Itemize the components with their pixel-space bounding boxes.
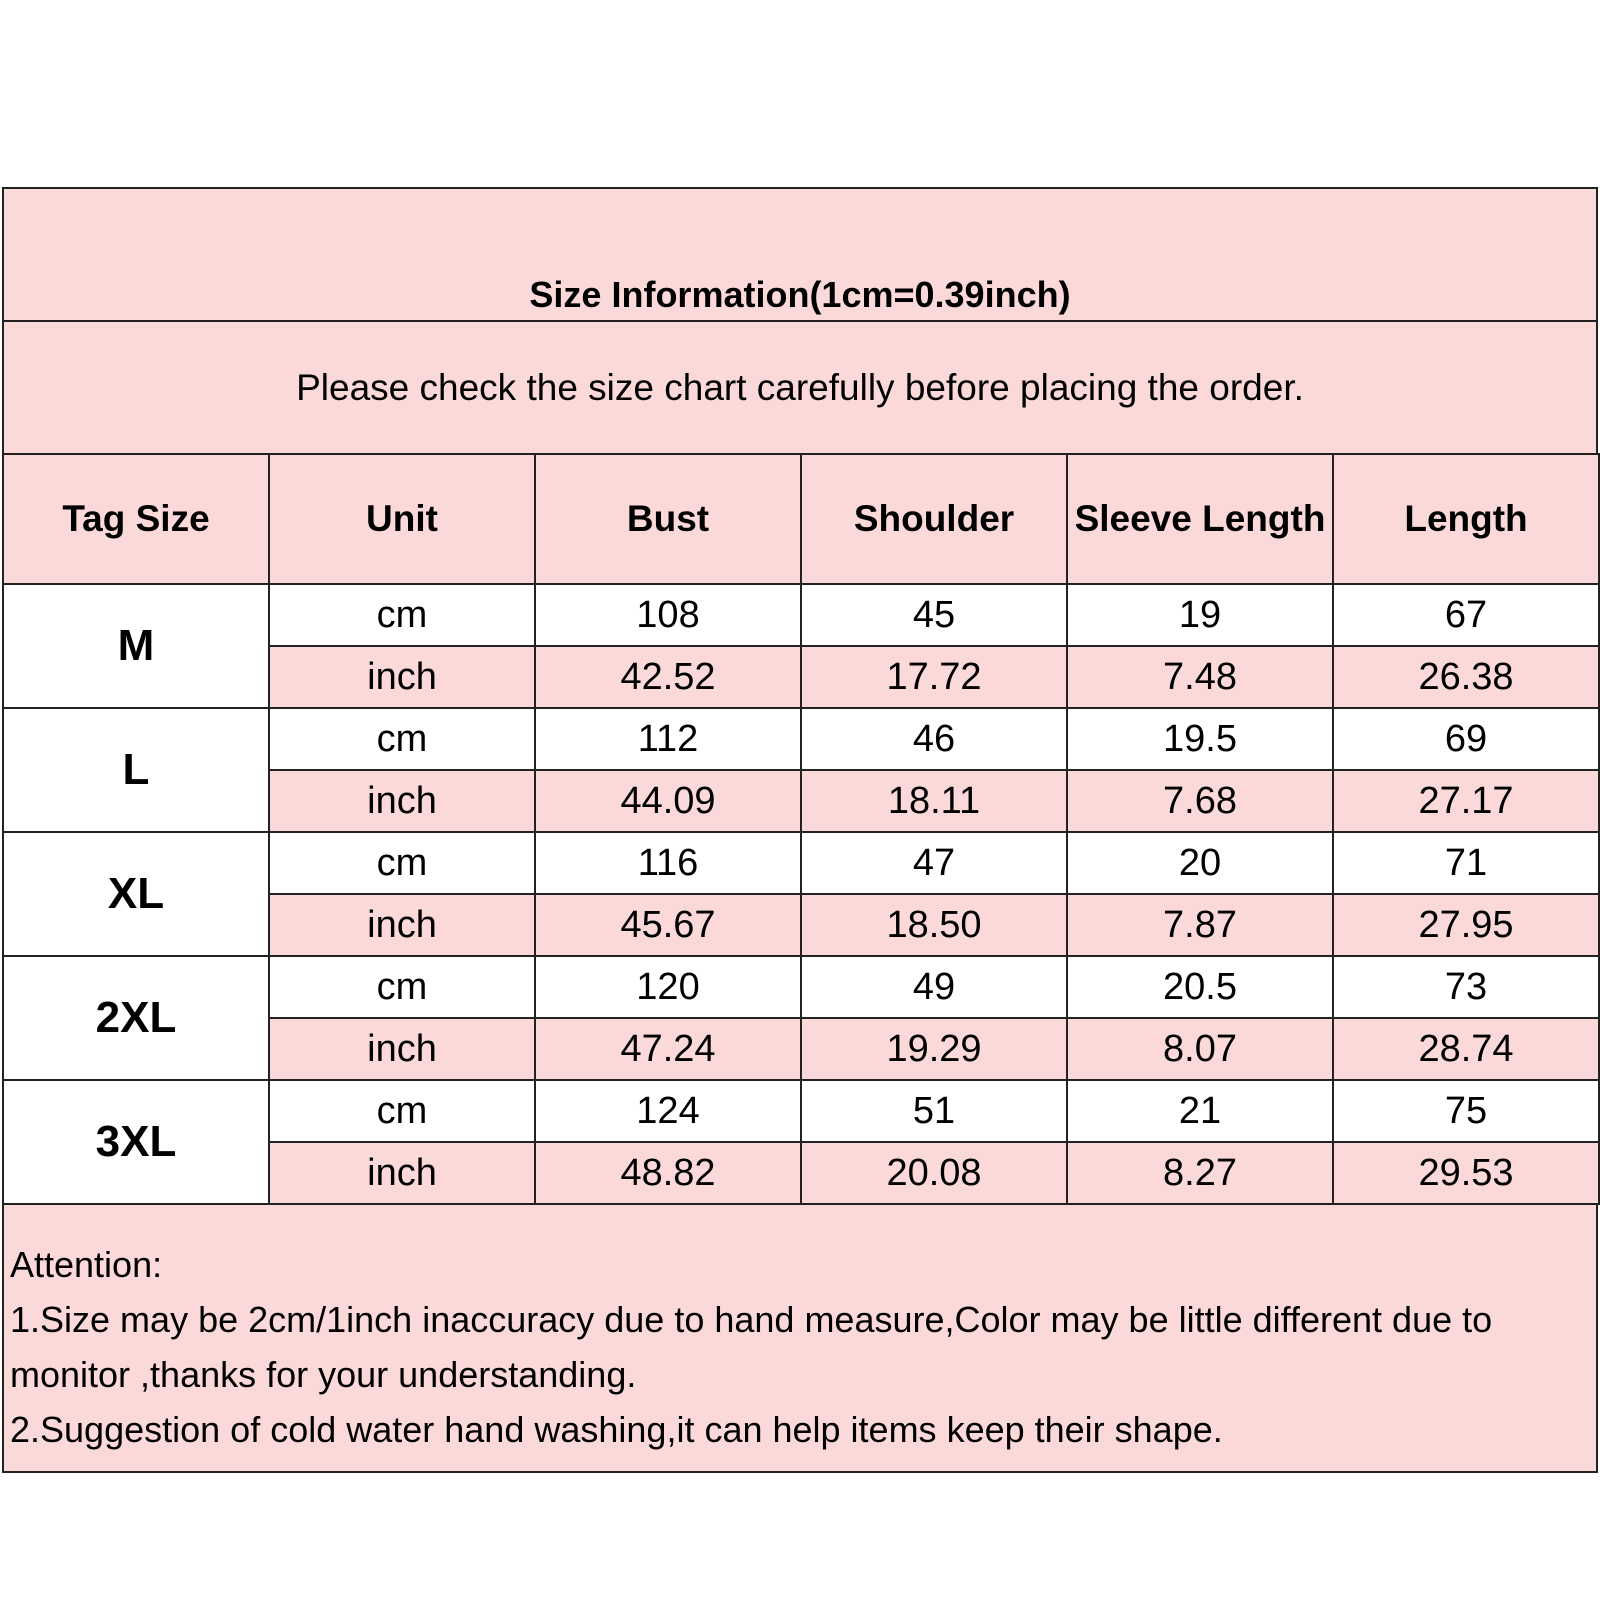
- shoulder-cell: 19.29: [801, 1018, 1067, 1080]
- length-cell: 27.95: [1333, 894, 1599, 956]
- header-row: [3, 454, 1599, 584]
- unit-cell: cm: [269, 708, 535, 770]
- shoulder-cell: 45: [801, 584, 1067, 646]
- table-row: [3, 1080, 1599, 1142]
- header-tag-size: Tag Size: [3, 454, 269, 584]
- tag-size-cell: 2XL: [3, 956, 269, 1080]
- sleeve-length-cell: 19: [1067, 584, 1333, 646]
- attention-line-2: 2.Suggestion of cold water hand washing,it can help items keep their shape.: [10, 1409, 1223, 1450]
- unit-cell: cm: [269, 584, 535, 646]
- length-cell: 67: [1333, 584, 1599, 646]
- table-row: [3, 832, 1599, 894]
- length-cell: 69: [1333, 708, 1599, 770]
- sleeve-length-cell: 20: [1067, 832, 1333, 894]
- attention-line-1: 1.Size may be 2cm/1inch inaccuracy due to hand measure,Color may be little different due to monitor ,thanks for your understanding.: [10, 1299, 1493, 1395]
- shoulder-cell: 18.50: [801, 894, 1067, 956]
- header-bust: Bust: [535, 454, 801, 584]
- shoulder-cell: 51: [801, 1080, 1067, 1142]
- bust-cell: 44.09: [535, 770, 801, 832]
- attention-notes: [2, 1205, 1598, 1473]
- unit-cell: inch: [269, 1018, 535, 1080]
- shoulder-cell: 18.11: [801, 770, 1067, 832]
- bust-cell: 45.67: [535, 894, 801, 956]
- length-cell: 27.17: [1333, 770, 1599, 832]
- unit-cell: inch: [269, 894, 535, 956]
- sleeve-length-cell: 21: [1067, 1080, 1333, 1142]
- header-unit: Unit: [269, 454, 535, 584]
- bust-cell: 48.82: [535, 1142, 801, 1204]
- chart-title: Size Information(1cm=0.39inch): [2, 187, 1598, 320]
- length-cell: 75: [1333, 1080, 1599, 1142]
- bust-cell: 116: [535, 832, 801, 894]
- length-cell: 29.53: [1333, 1142, 1599, 1204]
- table-row: [3, 708, 1599, 770]
- tag-size-cell: M: [3, 584, 269, 708]
- sleeve-length-cell: 7.68: [1067, 770, 1333, 832]
- shoulder-cell: 49: [801, 956, 1067, 1018]
- bust-cell: 47.24: [535, 1018, 801, 1080]
- length-cell: 71: [1333, 832, 1599, 894]
- table-row: [3, 584, 1599, 646]
- sleeve-length-cell: 20.5: [1067, 956, 1333, 1018]
- shoulder-cell: 46: [801, 708, 1067, 770]
- sleeve-length-cell: 7.48: [1067, 646, 1333, 708]
- tag-size-cell: XL: [3, 832, 269, 956]
- tag-size-cell: L: [3, 708, 269, 832]
- attention-heading: Attention:: [10, 1244, 163, 1285]
- header-sleeve-length: Sleeve Length: [1067, 454, 1333, 584]
- unit-cell: inch: [269, 646, 535, 708]
- sleeve-length-cell: 19.5: [1067, 708, 1333, 770]
- tag-size-cell: 3XL: [3, 1080, 269, 1204]
- unit-cell: inch: [269, 1142, 535, 1204]
- table-row: [3, 956, 1599, 1018]
- header-shoulder: Shoulder: [801, 454, 1067, 584]
- bust-cell: 124: [535, 1080, 801, 1142]
- sleeve-length-cell: 8.07: [1067, 1018, 1333, 1080]
- header-length: Length: [1333, 454, 1599, 584]
- bust-cell: 120: [535, 956, 801, 1018]
- unit-cell: cm: [269, 832, 535, 894]
- length-cell: 26.38: [1333, 646, 1599, 708]
- shoulder-cell: 20.08: [801, 1142, 1067, 1204]
- unit-cell: cm: [269, 1080, 535, 1142]
- size-table: [2, 453, 1600, 1205]
- shoulder-cell: 17.72: [801, 646, 1067, 708]
- bust-cell: 112: [535, 708, 801, 770]
- sleeve-length-cell: 8.27: [1067, 1142, 1333, 1204]
- bust-cell: 108: [535, 584, 801, 646]
- length-cell: 73: [1333, 956, 1599, 1018]
- size-chart: [2, 187, 1598, 1473]
- bust-cell: 42.52: [535, 646, 801, 708]
- sleeve-length-cell: 7.87: [1067, 894, 1333, 956]
- shoulder-cell: 47: [801, 832, 1067, 894]
- chart-subtitle: Please check the size chart carefully before placing the order.: [2, 320, 1598, 453]
- unit-cell: inch: [269, 770, 535, 832]
- length-cell: 28.74: [1333, 1018, 1599, 1080]
- unit-cell: cm: [269, 956, 535, 1018]
